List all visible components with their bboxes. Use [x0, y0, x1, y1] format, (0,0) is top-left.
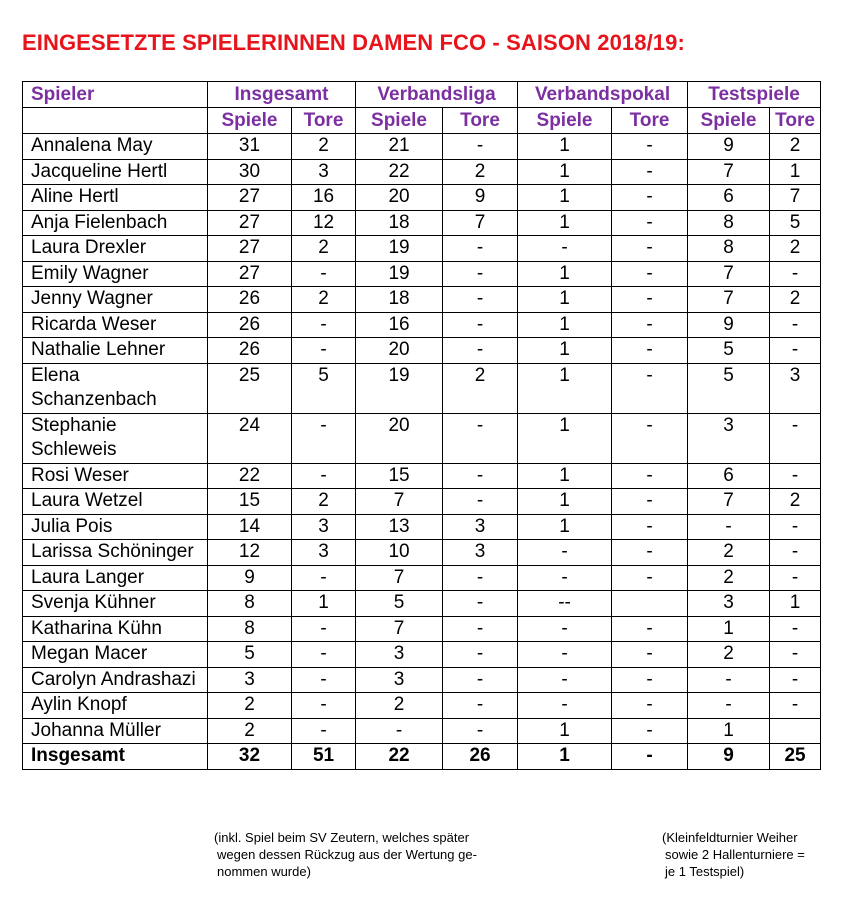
tore-cell: 5: [770, 210, 821, 236]
player-row: [23, 185, 821, 211]
spiele-cell: 1: [688, 718, 770, 744]
tore-cell: 2: [292, 236, 356, 262]
player-name: Rosi Weser: [23, 463, 208, 489]
tore-cell: -: [612, 540, 688, 566]
spiele-cell: 20: [356, 338, 443, 364]
spiele-cell: 26: [208, 312, 292, 338]
player-name: Stephanie Schleweis: [23, 413, 208, 463]
header-sub-tore: Tore: [612, 108, 688, 134]
spiele-cell: 15: [356, 463, 443, 489]
spiele-cell: 2: [688, 565, 770, 591]
player-row: [23, 616, 821, 642]
spiele-cell: 2: [688, 540, 770, 566]
spiele-cell: 2: [208, 718, 292, 744]
player-name: Laura Langer: [23, 565, 208, 591]
player-name: Laura Wetzel: [23, 489, 208, 515]
spiele-cell: 1: [518, 718, 612, 744]
spiele-cell: 2: [356, 693, 443, 719]
tore-cell: -: [292, 565, 356, 591]
tore-cell: -: [612, 667, 688, 693]
spiele-cell: 10: [356, 540, 443, 566]
player-row: [23, 159, 821, 185]
header-sub-tore: Tore: [770, 108, 821, 134]
spiele-cell: 2: [688, 642, 770, 668]
player-name: Megan Macer: [23, 642, 208, 668]
header-group-verbandsliga: Verbandsliga: [356, 82, 518, 108]
spiele-cell: 9: [688, 744, 770, 770]
tore-cell: -: [443, 338, 518, 364]
player-row: [23, 463, 821, 489]
spiele-cell: 1: [518, 489, 612, 515]
spiele-cell: 9: [688, 134, 770, 160]
spiele-cell: 8: [208, 616, 292, 642]
tore-cell: -: [612, 287, 688, 313]
tore-cell: -: [443, 489, 518, 515]
spiele-cell: 7: [688, 261, 770, 287]
player-name: Ricarda Weser: [23, 312, 208, 338]
tore-cell: 9: [443, 185, 518, 211]
tore-cell: -: [612, 363, 688, 413]
spiele-cell: 18: [356, 210, 443, 236]
spiele-cell: 24: [208, 413, 292, 463]
tore-cell: -: [443, 667, 518, 693]
footnote-left: [214, 829, 477, 880]
header-sub-tore: Tore: [443, 108, 518, 134]
footnote-left-line: wegen dessen Rückzug aus der Wertung ge-: [217, 847, 477, 862]
table-body: [23, 134, 821, 770]
tore-cell: 1: [770, 159, 821, 185]
tore-cell: 2: [443, 159, 518, 185]
tore-cell: -: [443, 591, 518, 617]
spiele-cell: 27: [208, 236, 292, 262]
spiele-cell: 22: [356, 744, 443, 770]
spiele-cell: 1: [518, 312, 612, 338]
tore-cell: -: [292, 693, 356, 719]
spiele-cell: 3: [356, 667, 443, 693]
tore-cell: -: [612, 616, 688, 642]
spiele-cell: 7: [688, 287, 770, 313]
spiele-cell: 5: [688, 338, 770, 364]
tore-cell: 2: [770, 489, 821, 515]
tore-cell: -: [770, 261, 821, 287]
player-row: [23, 667, 821, 693]
tore-cell: -: [612, 744, 688, 770]
spiele-cell: 20: [356, 185, 443, 211]
tore-cell: -: [612, 642, 688, 668]
tore-cell: -: [292, 338, 356, 364]
player-row: [23, 591, 821, 617]
footnote-right-line: (Kleinfeldturnier Weiher: [662, 830, 798, 845]
tore-cell: 1: [292, 591, 356, 617]
player-name: Emily Wagner: [23, 261, 208, 287]
tore-cell: -: [612, 514, 688, 540]
player-row: [23, 312, 821, 338]
spiele-cell: 7: [688, 159, 770, 185]
header-row-groups: [23, 82, 821, 108]
spiele-cell: 30: [208, 159, 292, 185]
spiele-cell: 1: [518, 134, 612, 160]
player-name: Svenja Kühner: [23, 591, 208, 617]
player-name: Elena Schanzenbach: [23, 363, 208, 413]
tore-cell: 51: [292, 744, 356, 770]
spiele-cell: -: [518, 236, 612, 262]
tore-cell: -: [443, 565, 518, 591]
spiele-cell: 20: [356, 413, 443, 463]
footnote-right-line: sowie 2 Hallenturniere =: [665, 847, 805, 862]
header-sub-tore: Tore: [292, 108, 356, 134]
tore-cell: -: [770, 413, 821, 463]
header-empty-cell: [23, 108, 208, 134]
spiele-cell: --: [518, 591, 612, 617]
tore-cell: 25: [770, 744, 821, 770]
footnote-left-line: nommen wurde): [217, 864, 311, 879]
spiele-cell: 18: [356, 287, 443, 313]
tore-cell: -: [612, 236, 688, 262]
spiele-cell: 32: [208, 744, 292, 770]
tore-cell: -: [612, 338, 688, 364]
tore-cell: 3: [292, 159, 356, 185]
tore-cell: 2: [292, 134, 356, 160]
spiele-cell: 14: [208, 514, 292, 540]
header-sub-spiele: Spiele: [688, 108, 770, 134]
tore-cell: 2: [770, 134, 821, 160]
tore-cell: -: [443, 236, 518, 262]
spiele-cell: 1: [518, 210, 612, 236]
tore-cell: [612, 591, 688, 617]
spiele-cell: 26: [208, 287, 292, 313]
spiele-cell: -: [518, 693, 612, 719]
tore-cell: 2: [770, 287, 821, 313]
player-row: [23, 514, 821, 540]
spiele-cell: 7: [688, 489, 770, 515]
spiele-cell: 9: [688, 312, 770, 338]
tore-cell: -: [292, 718, 356, 744]
player-row: [23, 565, 821, 591]
tore-cell: -: [770, 514, 821, 540]
spiele-cell: 8: [688, 236, 770, 262]
player-name: Nathalie Lehner: [23, 338, 208, 364]
header-spieler: Spieler: [23, 82, 208, 108]
spiele-cell: 27: [208, 185, 292, 211]
player-stats-table: [22, 81, 821, 770]
tore-cell: -: [770, 642, 821, 668]
tore-cell: -: [292, 261, 356, 287]
player-row: [23, 489, 821, 515]
tore-cell: -: [612, 261, 688, 287]
player-row: [23, 642, 821, 668]
player-row: [23, 338, 821, 364]
tore-cell: -: [770, 338, 821, 364]
spiele-cell: 27: [208, 210, 292, 236]
tore-cell: 7: [770, 185, 821, 211]
tore-cell: -: [612, 489, 688, 515]
spiele-cell: 2: [208, 693, 292, 719]
tore-cell: 3: [770, 363, 821, 413]
tore-cell: -: [770, 312, 821, 338]
spiele-cell: 1: [518, 744, 612, 770]
tore-cell: -: [770, 616, 821, 642]
player-name: Larissa Schöninger: [23, 540, 208, 566]
tore-cell: -: [443, 718, 518, 744]
spiele-cell: 8: [208, 591, 292, 617]
page-title: EINGESETZTE SPIELERINNEN DAMEN FCO - SAISON 2018/19:: [22, 30, 685, 55]
tore-cell: 3: [443, 514, 518, 540]
spiele-cell: 12: [208, 540, 292, 566]
tore-cell: -: [612, 185, 688, 211]
spiele-cell: 16: [356, 312, 443, 338]
spiele-cell: 9: [208, 565, 292, 591]
tore-cell: -: [612, 159, 688, 185]
spiele-cell: 19: [356, 261, 443, 287]
player-row: [23, 363, 821, 413]
player-name: Anja Fielenbach: [23, 210, 208, 236]
spiele-cell: 1: [518, 287, 612, 313]
header-group-insgesamt: Insgesamt: [208, 82, 356, 108]
player-row: [23, 210, 821, 236]
tore-cell: 26: [443, 744, 518, 770]
tore-cell: [770, 718, 821, 744]
tore-cell: -: [443, 261, 518, 287]
player-row: [23, 413, 821, 463]
spiele-cell: -: [688, 693, 770, 719]
spiele-cell: 1: [518, 363, 612, 413]
spiele-cell: 5: [688, 363, 770, 413]
tore-cell: 1: [770, 591, 821, 617]
player-name: Jacqueline Hertl: [23, 159, 208, 185]
player-name: Carolyn Andrashazi: [23, 667, 208, 693]
player-name: Aylin Knopf: [23, 693, 208, 719]
spiele-cell: 22: [356, 159, 443, 185]
tore-cell: 12: [292, 210, 356, 236]
spiele-cell: 13: [356, 514, 443, 540]
total-row: [23, 744, 821, 770]
spiele-cell: -: [518, 667, 612, 693]
tore-cell: -: [292, 642, 356, 668]
tore-cell: 2: [770, 236, 821, 262]
spiele-cell: 22: [208, 463, 292, 489]
spiele-cell: -: [518, 616, 612, 642]
spiele-cell: -: [688, 514, 770, 540]
tore-cell: -: [292, 616, 356, 642]
header-group-verbandspokal: Verbandspokal: [518, 82, 688, 108]
player-name: Julia Pois: [23, 514, 208, 540]
tore-cell: -: [612, 565, 688, 591]
tore-cell: -: [612, 693, 688, 719]
player-row: [23, 693, 821, 719]
spiele-cell: 3: [208, 667, 292, 693]
player-row: [23, 718, 821, 744]
tore-cell: -: [292, 667, 356, 693]
tore-cell: 7: [443, 210, 518, 236]
spiele-cell: -: [518, 642, 612, 668]
spiele-cell: 1: [518, 261, 612, 287]
tore-cell: -: [443, 642, 518, 668]
tore-cell: -: [770, 693, 821, 719]
footnote-left-line: (inkl. Spiel beim SV Zeutern, welches später: [214, 830, 470, 845]
spiele-cell: 21: [356, 134, 443, 160]
tore-cell: -: [770, 463, 821, 489]
player-row: [23, 261, 821, 287]
player-name: Aline Hertl: [23, 185, 208, 211]
tore-cell: -: [612, 413, 688, 463]
tore-cell: 2: [443, 363, 518, 413]
player-name: Jenny Wagner: [23, 287, 208, 313]
spiele-cell: 19: [356, 236, 443, 262]
header-sub-spiele: Spiele: [518, 108, 612, 134]
tore-cell: -: [443, 413, 518, 463]
spiele-cell: 3: [356, 642, 443, 668]
tore-cell: -: [612, 463, 688, 489]
tore-cell: -: [443, 312, 518, 338]
header-sub-spiele: Spiele: [208, 108, 292, 134]
spiele-cell: 1: [688, 616, 770, 642]
tore-cell: 16: [292, 185, 356, 211]
tore-cell: -: [443, 134, 518, 160]
spiele-cell: 19: [356, 363, 443, 413]
spiele-cell: 1: [518, 338, 612, 364]
spiele-cell: 7: [356, 565, 443, 591]
tore-cell: -: [292, 413, 356, 463]
player-row: [23, 287, 821, 313]
tore-cell: -: [770, 667, 821, 693]
tore-cell: 3: [292, 540, 356, 566]
header-group-testspiele: Testspiele: [688, 82, 821, 108]
tore-cell: -: [443, 693, 518, 719]
spiele-cell: 6: [688, 463, 770, 489]
tore-cell: -: [443, 287, 518, 313]
spiele-cell: 6: [688, 185, 770, 211]
spiele-cell: -: [518, 565, 612, 591]
spiele-cell: 26: [208, 338, 292, 364]
player-name: Johanna Müller: [23, 718, 208, 744]
player-name: Katharina Kühn: [23, 616, 208, 642]
header-sub-spiele: Spiele: [356, 108, 443, 134]
spiele-cell: -: [688, 667, 770, 693]
spiele-cell: 25: [208, 363, 292, 413]
spiele-cell: 31: [208, 134, 292, 160]
spiele-cell: 1: [518, 514, 612, 540]
tore-cell: -: [612, 134, 688, 160]
spiele-cell: 7: [356, 616, 443, 642]
spiele-cell: 1: [518, 413, 612, 463]
spiele-cell: -: [356, 718, 443, 744]
tore-cell: 2: [292, 489, 356, 515]
total-label: Insgesamt: [23, 744, 208, 770]
spiele-cell: 7: [356, 489, 443, 515]
spiele-cell: 8: [688, 210, 770, 236]
spiele-cell: 1: [518, 185, 612, 211]
tore-cell: 2: [292, 287, 356, 313]
spiele-cell: 1: [518, 463, 612, 489]
player-row: [23, 134, 821, 160]
footnote-right-line: je 1 Testspiel): [665, 864, 745, 879]
tore-cell: -: [612, 210, 688, 236]
tore-cell: -: [612, 312, 688, 338]
tore-cell: -: [443, 463, 518, 489]
tore-cell: -: [612, 718, 688, 744]
tore-cell: 3: [443, 540, 518, 566]
spiele-cell: -: [518, 540, 612, 566]
spiele-cell: 3: [688, 413, 770, 463]
spiele-cell: 1: [518, 159, 612, 185]
tore-cell: 5: [292, 363, 356, 413]
tore-cell: -: [443, 616, 518, 642]
tore-cell: -: [292, 312, 356, 338]
header-row-subs: [23, 108, 821, 134]
spiele-cell: 27: [208, 261, 292, 287]
tore-cell: -: [292, 463, 356, 489]
spiele-cell: 15: [208, 489, 292, 515]
footnote-right: [662, 829, 805, 880]
spiele-cell: 5: [208, 642, 292, 668]
player-name: Laura Drexler: [23, 236, 208, 262]
tore-cell: -: [770, 540, 821, 566]
spiele-cell: 5: [356, 591, 443, 617]
player-name: Annalena May: [23, 134, 208, 160]
tore-cell: 3: [292, 514, 356, 540]
player-row: [23, 540, 821, 566]
spiele-cell: 3: [688, 591, 770, 617]
player-row: [23, 236, 821, 262]
tore-cell: -: [770, 565, 821, 591]
